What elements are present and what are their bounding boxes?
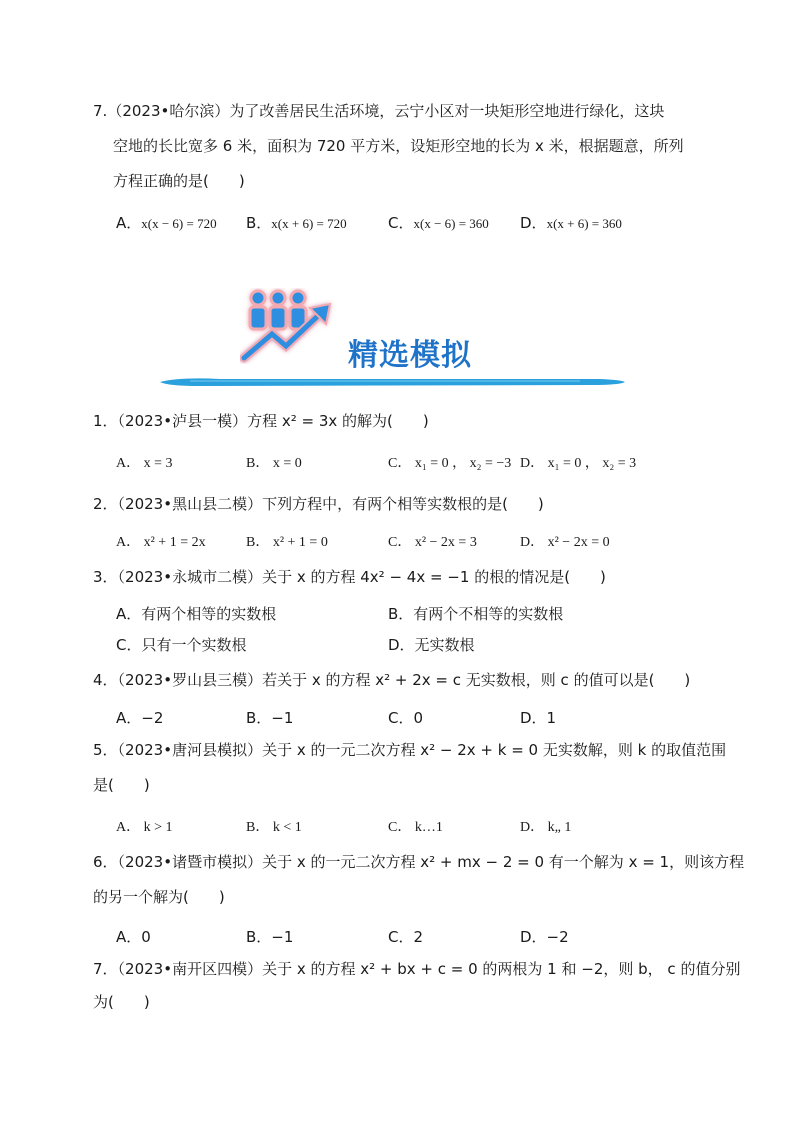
q3-option-c: C．只有一个实数根 [116,636,247,654]
q3-option-d: D．无实数根 [388,636,475,654]
q4-option-b: B．−1 [246,709,294,727]
brush-stroke-divider [160,376,625,388]
q3-option-a: A．有两个相等的实数根 [116,605,277,623]
q6-option-a: A．0 [116,928,151,946]
q4-option-c: C．0 [388,709,424,727]
question-4: 4．（2023•罗山县三模）若关于 x 的方程 x² + 2x = c 无实数根，则 c 的值可以是( ) [93,671,691,689]
q5-option-b: B． k < 1 [246,820,302,835]
q1-option-b: B． x = 0 [246,456,302,471]
question-7-line2: 空地的长比宽多 6 米，面积为 720 平方米，设矩形空地的长为 x 米，根据题意，所列 [113,137,684,155]
q6-option-d: D．−2 [520,928,569,946]
q2-option-d: D． x² − 2x = 0 [520,535,610,550]
question-6-line1: 6．（2023•诸暨市模拟）关于 x 的一元二次方程 x² + mx − 2 = 0 有一个解为 x = 1，则该方程 [93,853,745,871]
question-7b-line2: 为( ) [93,993,150,1011]
q1-option-d: D． x₁ = 0 ， x₂ = 3 [520,456,637,471]
question-7-line1: 7.（2023•哈尔滨）为了改善居民生活环境，云宁小区对一块矩形空地进行绿化，这块 [93,102,665,120]
question-1: 1．（2023•泸县一模）方程 x² = 3x 的解为( ) [93,412,429,430]
q5-option-a: A． k > 1 [116,820,173,835]
question-5-line1: 5．（2023•唐河县模拟）关于 x 的一元二次方程 x² − 2x + k = 0 无实数解，则 k 的取值范围 [93,741,727,759]
question-6-line2: 的另一个解为( ) [93,888,225,906]
question-2: 2．（2023•黑山县二模）下列方程中，有两个相等实数根的是( ) [93,495,544,513]
question-7-line3: 方程正确的是( ) [113,172,245,190]
question-7b-line1: 7．（2023•南开区四模）关于 x 的方程 x² + bx + c = 0 的两根为 1 和 −2，则 b， c 的值分别 [93,960,741,978]
q3-option-b: B．有两个不相等的实数根 [388,605,564,623]
q6-option-c: C．2 [388,928,424,946]
option-a: A．x(x − 6) = 720 [116,214,217,232]
option-d: D．x(x + 6) = 360 [520,214,622,232]
question-number: 7. [93,102,108,120]
q1-option-c: C． x₁ = 0 ， x₂ = −3 [388,456,512,471]
option-b: B．x(x + 6) = 720 [246,214,347,232]
q2-option-c: C． x² − 2x = 3 [388,535,477,550]
q2-option-b: B． x² + 1 = 0 [246,535,328,550]
q5-option-d: D． k„ 1 [520,820,572,835]
q1-option-a: A． x = 3 [116,456,173,471]
q5-option-c: C． k…1 [388,820,443,835]
q2-option-a: A． x² + 1 = 2x [116,535,206,550]
q4-option-a: A．−2 [116,709,164,727]
option-c: C．x(x − 6) = 360 [388,214,489,232]
section-title: 精选模拟 [348,338,472,373]
question-3: 3．（2023•永城市二模）关于 x 的方程 4x² − 4x = −1 的根的情况是( ) [93,568,606,586]
question-5-line2: 是( ) [93,776,150,794]
q6-option-b: B．−1 [246,928,294,946]
q4-option-d: D．1 [520,709,557,727]
people-growth-icon [240,288,336,364]
